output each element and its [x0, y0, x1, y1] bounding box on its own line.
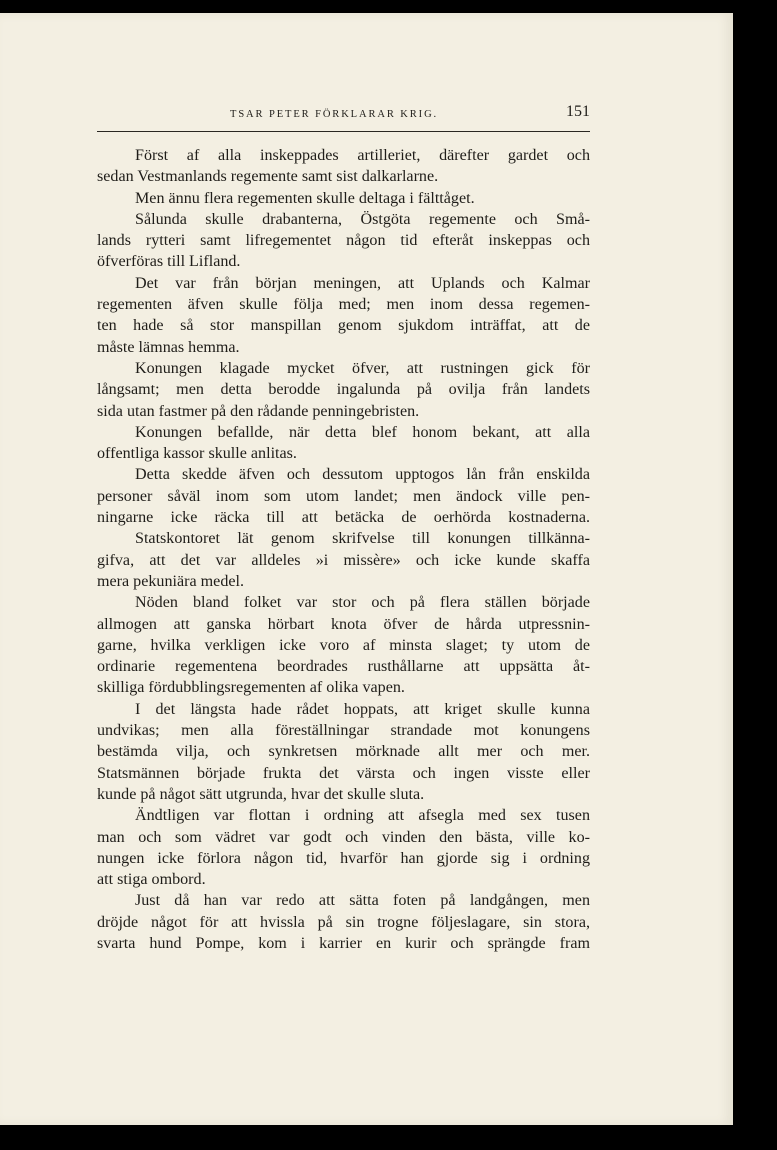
text-line: Sålunda skulle drabanterna, Östgöta regemente och Små-: [135, 210, 590, 228]
text-line: kunde på något sätt utgrunda, hvar det skulle sluta.: [97, 785, 425, 803]
text-line: sida utan fastmer på den rådande penningebristen.: [97, 402, 420, 420]
text-line: öfverföras till Lifland.: [97, 253, 241, 271]
text-line: svarta hund Pompe, kom i karrier en kurir och sprängde fram: [97, 934, 590, 952]
text-line: regementen äfven skulle följa med; men inom dessa regemen-: [97, 296, 590, 314]
text-line: I det längsta hade rådet hoppats, att kriget skulle kunna: [135, 700, 590, 718]
text-line: långsamt; men detta berodde ingalunda på ovilja från landets: [97, 381, 590, 399]
text-line: lands rytteri samt lifregementet någon tid efteråt inskeppas och: [97, 232, 590, 250]
text-line: allmogen att ganska hörbart knota öfver de hårda utpressnin-: [97, 615, 590, 633]
text-line: offentliga kassor skulle anlitas.: [97, 445, 297, 463]
text-line: personer såväl inom som utom landet; men ändock ville pen-: [97, 487, 590, 505]
text-line: gifva, att det var alldeles »i missère» och icke kunde skaffa: [97, 551, 590, 569]
text-line: Konungen klagade mycket öfver, att rustningen gick för: [135, 359, 590, 377]
body-text: [97, 145, 590, 954]
text-line: dröjde något för att hvissla på sin trogne följeslagare, sin stora,: [97, 913, 590, 931]
text-line: Statsmännen började frukta det värsta och ingen visste eller: [97, 764, 590, 782]
text-line: mera pekuniära medel.: [97, 572, 245, 590]
text-line: bestämda vilja, och synkretsen mörknade allt mer och mer.: [97, 743, 590, 761]
text-line: man och som vädret var godt och vinden den bästa, ville ko-: [97, 828, 590, 846]
text-line: måste lämnas hemma.: [97, 338, 240, 356]
text-line: garne, hvilka verkligen icke voro af minsta slaget; ty utom de: [97, 636, 590, 654]
text-line: Men ännu flera regementen skulle deltaga i fälttåget.: [135, 189, 475, 207]
text-line: ordinarie regementena beordrades rusthållarne att uppsätta åt-: [97, 658, 590, 676]
running-head: [97, 103, 590, 123]
text-line: Statskontoret lät genom skrifvelse till konungen tillkänna-: [135, 530, 590, 548]
text-line: Det var från början meningen, att Uplands och Kalmar: [135, 274, 590, 292]
text-line: ten hade så stor manspillan genom sjukdom inträffat, att de: [97, 317, 590, 335]
text-line: undvikas; men alla föreställningar strandade mot konungens: [97, 722, 590, 740]
text-line: Konungen befallde, när detta blef honom bekant, att alla: [135, 423, 590, 441]
text-line: sedan Vestmanlands regemente samt sist dalkarlarne.: [97, 168, 439, 186]
text-line: Just då han var redo att sätta foten på landgången, men: [135, 892, 590, 910]
text-line: Nöden bland folket var stor och på flera ställen började: [135, 594, 590, 612]
running-title: TSAR PETER FÖRKLARAR KRIG.: [230, 109, 439, 120]
text-line: ningarne icke räcka till att betäcka de oerhörda kostnaderna.: [97, 509, 590, 527]
text-line: nungen icke förlora någon tid, hvarför han gjorde sig i ordning: [97, 849, 590, 867]
text-line: Först af alla inskeppades artilleriet, därefter gardet och: [135, 147, 590, 164]
text-line: skilliga fördubblingsregementen af olika vapen.: [97, 679, 405, 697]
text-line: att stiga ombord.: [97, 871, 206, 889]
text-line: Detta skedde äfven och dessutom upptogos lån från enskilda: [135, 466, 590, 484]
text-line: Ändtligen var flottan i ordning att afsegla med sex tusen: [135, 807, 590, 825]
header-rule: [97, 131, 590, 132]
page-number: 151: [566, 103, 590, 120]
